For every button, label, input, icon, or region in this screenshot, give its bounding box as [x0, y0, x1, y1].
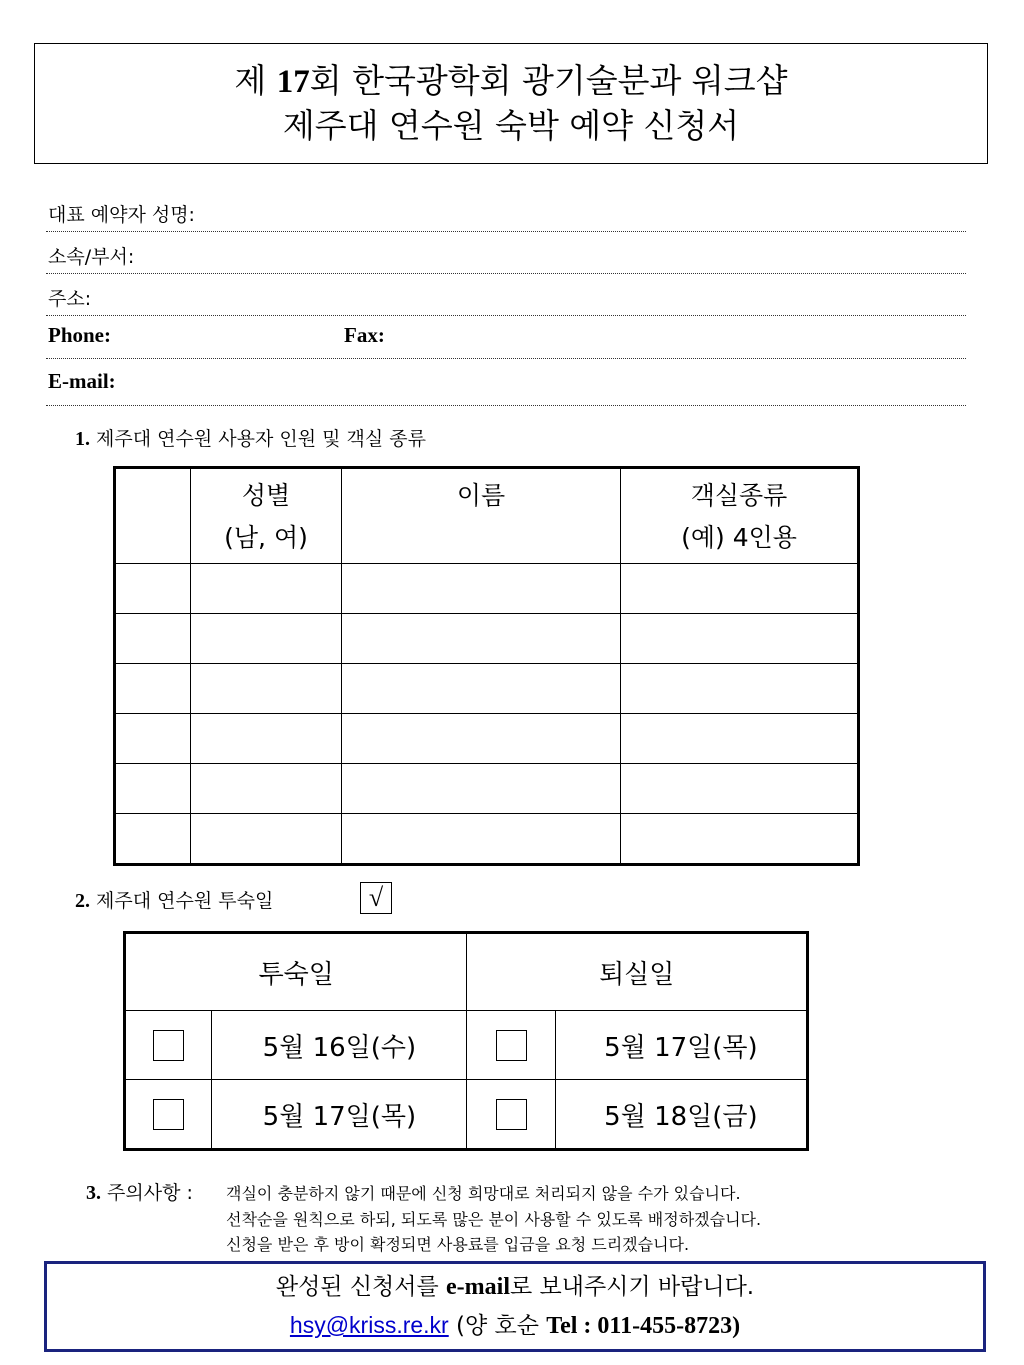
- checkin-checkbox-cell: [125, 1011, 212, 1080]
- gender-cell[interactable]: [191, 564, 342, 614]
- title-edition-number: 17: [276, 64, 310, 100]
- checkout-date: 5월 18일(금): [555, 1080, 807, 1150]
- table-row: [115, 564, 859, 614]
- submission-instruction: [276, 1268, 754, 1306]
- row-number-cell[interactable]: [115, 814, 191, 865]
- title-line-2: 제주대 연수원 숙박 예약 신청서: [282, 106, 740, 145]
- name-cell[interactable]: [342, 764, 621, 814]
- contact-phone: Tel : 011-455-8723): [546, 1313, 741, 1339]
- note-line: 객실이 충분하지 않기 때문에 신청 희망대로 처리되지 않을 수가 있습니다.: [226, 1184, 741, 1203]
- fax-label: Fax:: [344, 323, 385, 347]
- header-room-type: [621, 468, 859, 564]
- note-line: 선착순을 원칙으로 하되, 되도록 많은 분이 사용할 수 있도록 배정하겠습니다.: [226, 1210, 762, 1229]
- gender-cell[interactable]: [191, 714, 342, 764]
- instruction-part: 완성된 신청서를: [275, 1274, 447, 1300]
- row-number-cell[interactable]: [115, 764, 191, 814]
- checkout-date: 5월 17일(목): [555, 1011, 807, 1080]
- contact-line: [290, 1306, 740, 1345]
- checkin-checkbox-cell: [125, 1080, 212, 1150]
- phone-label: Phone:: [48, 323, 111, 347]
- row-number-cell[interactable]: [115, 614, 191, 664]
- header-checkin: 투숙일: [125, 933, 467, 1011]
- stay-dates-header: [125, 933, 808, 1011]
- affiliation-label: 소속/부서:: [48, 246, 135, 268]
- header-blank: [115, 468, 191, 564]
- checkout-checkbox[interactable]: [496, 1030, 527, 1061]
- section-2-text: 제주대 연수원 투숙일: [96, 890, 274, 912]
- representative-field[interactable]: [46, 196, 966, 232]
- table-row: [115, 764, 859, 814]
- table-row: [115, 714, 859, 764]
- room-type-cell[interactable]: [621, 664, 859, 714]
- name-cell[interactable]: [342, 814, 621, 865]
- instruction-email-word: e-mail: [446, 1274, 510, 1300]
- checkin-date: 5월 16일(수): [212, 1011, 467, 1080]
- checkin-date: 5월 17일(목): [212, 1080, 467, 1150]
- header-checkout: 퇴실일: [467, 933, 808, 1011]
- section-2-title: [75, 886, 273, 913]
- row-number-cell[interactable]: [115, 564, 191, 614]
- header-gender-label: 성별: [241, 481, 291, 510]
- contact-name: (양 호순: [448, 1313, 547, 1339]
- room-type-cell[interactable]: [621, 764, 859, 814]
- note-line: 신청을 받은 후 방이 확정되면 사용료를 입금을 요청 드리겠습니다.: [226, 1235, 690, 1254]
- contact-email-link[interactable]: hsy@kriss.re.kr: [289, 1312, 449, 1338]
- address-label: 주소:: [48, 288, 92, 310]
- room-type-cell[interactable]: [621, 614, 859, 664]
- header-gender: [191, 468, 342, 564]
- checkout-checkbox[interactable]: [496, 1099, 527, 1130]
- name-cell[interactable]: [342, 564, 621, 614]
- stay-dates-table: [123, 931, 809, 1151]
- occupant-table: [113, 466, 860, 866]
- header-room-type-hint: (예) 4인용: [681, 523, 797, 552]
- address-field[interactable]: [46, 280, 966, 316]
- title-box: [34, 43, 988, 164]
- notes-heading: [86, 1178, 193, 1205]
- title-line-1: [234, 59, 787, 104]
- checkin-checkbox[interactable]: [153, 1030, 184, 1061]
- room-type-cell[interactable]: [621, 564, 859, 614]
- checkmark-example-box: √: [360, 882, 392, 914]
- name-cell[interactable]: [342, 614, 621, 664]
- title-prefix: 제: [234, 61, 277, 100]
- row-number-cell[interactable]: [115, 714, 191, 764]
- table-row: [125, 1011, 808, 1080]
- gender-cell[interactable]: [191, 664, 342, 714]
- email-field[interactable]: [46, 365, 966, 406]
- table-row: [125, 1080, 808, 1150]
- room-type-cell[interactable]: [621, 814, 859, 865]
- gender-cell[interactable]: [191, 814, 342, 865]
- occupant-table-header: [115, 468, 859, 564]
- table-row: [115, 614, 859, 664]
- name-cell[interactable]: [342, 664, 621, 714]
- phone-fax-field[interactable]: [46, 322, 966, 359]
- section-1-title: [75, 424, 426, 451]
- checkout-checkbox-cell: [467, 1011, 555, 1080]
- section-1-text: 제주대 연수원 사용자 인원 및 객실 종류: [96, 428, 426, 450]
- name-cell[interactable]: [342, 714, 621, 764]
- section-1-number: 1.: [75, 428, 90, 450]
- gender-cell[interactable]: [191, 614, 342, 664]
- section-2-number: 2.: [75, 890, 90, 912]
- instruction-part: 로 보내주시기 바랍니다.: [510, 1274, 755, 1300]
- title-event: 회 한국광학회 광기술분과 워크샵: [309, 61, 788, 100]
- section-3-text: 주의사항 :: [107, 1182, 193, 1204]
- table-row: [115, 664, 859, 714]
- representative-label: 대표 예약자 성명:: [48, 204, 195, 226]
- room-type-cell[interactable]: [621, 714, 859, 764]
- gender-cell[interactable]: [191, 764, 342, 814]
- header-room-type-label: 객실종류: [690, 481, 788, 510]
- email-label: E-mail:: [48, 369, 116, 393]
- header-name: 이름: [342, 468, 621, 564]
- affiliation-field[interactable]: [46, 238, 966, 274]
- table-row: [115, 814, 859, 865]
- submission-footer: [44, 1261, 986, 1352]
- row-number-cell[interactable]: [115, 664, 191, 714]
- checkout-checkbox-cell: [467, 1080, 555, 1150]
- section-3-number: 3.: [86, 1182, 101, 1204]
- checkin-checkbox[interactable]: [153, 1099, 184, 1130]
- header-gender-hint: (남, 여): [224, 523, 308, 552]
